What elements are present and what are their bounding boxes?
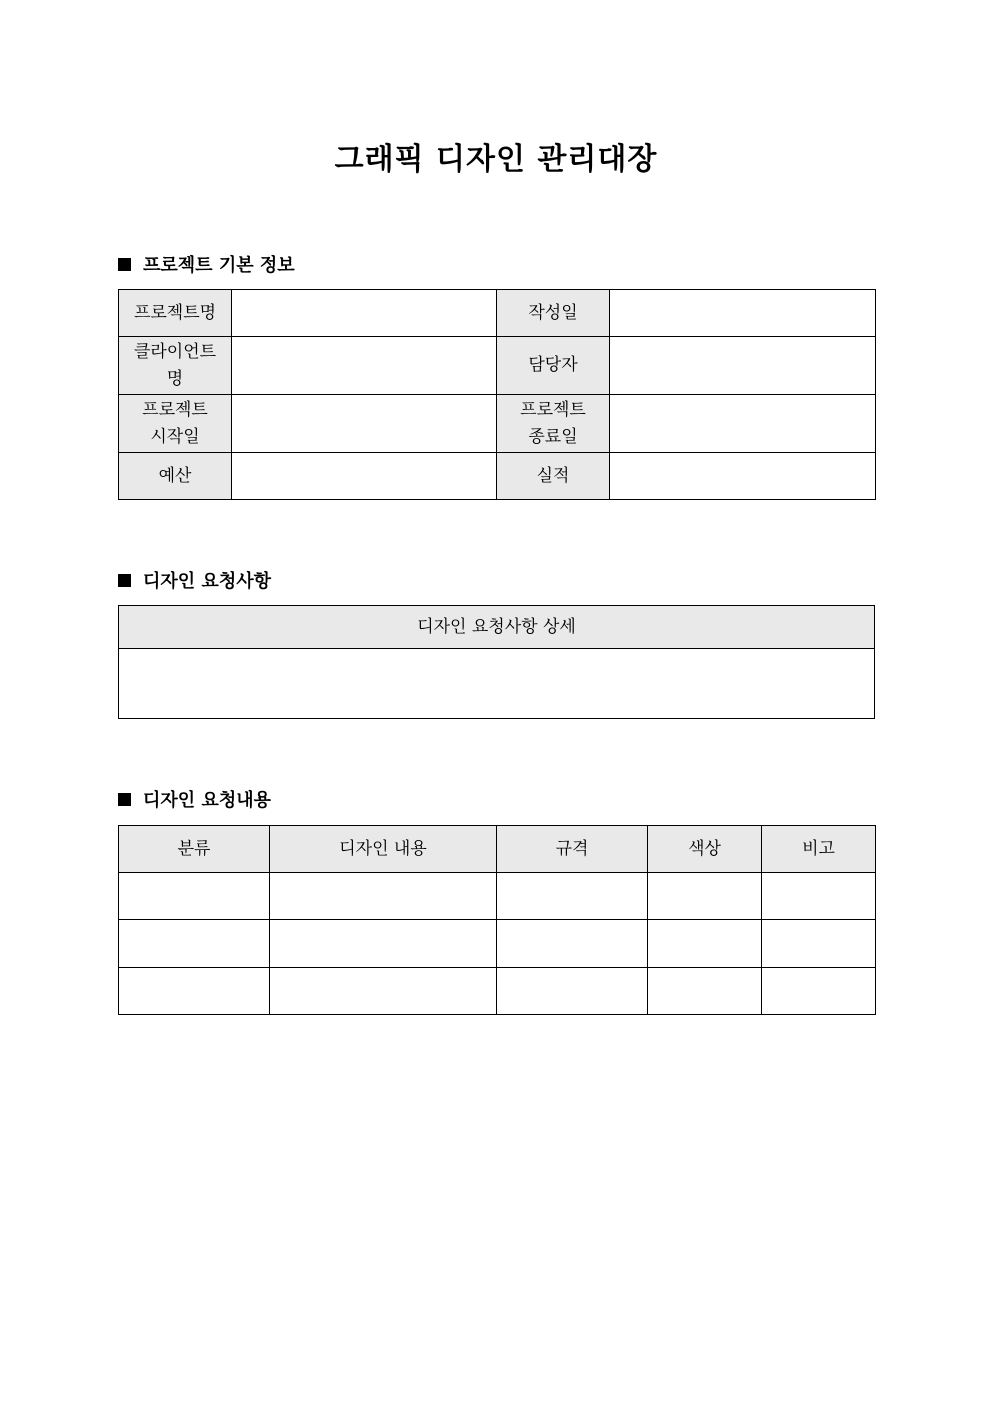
page-title: 그래픽 디자인 관리대장 bbox=[334, 142, 658, 177]
label-project-start-line1: 프로젝트 bbox=[142, 399, 208, 420]
label-client-name bbox=[119, 337, 232, 395]
design-request-table bbox=[118, 605, 875, 719]
section-heading-project-info bbox=[118, 251, 295, 277]
square-bullet-icon bbox=[118, 793, 131, 806]
column-header-spec: 규격 bbox=[497, 826, 648, 873]
column-header-design-content: 디자인 내용 bbox=[270, 826, 497, 873]
cell-spec[interactable] bbox=[497, 920, 648, 968]
cell-spec[interactable] bbox=[497, 968, 648, 1015]
section-heading-label: 프로젝트 기본 정보 bbox=[143, 255, 295, 276]
label-client-name-line1: 클라이언트 bbox=[133, 341, 217, 362]
column-header-note: 비고 bbox=[762, 826, 876, 873]
table-row bbox=[119, 873, 876, 920]
label-manager: 담당자 bbox=[497, 337, 610, 395]
cell-category[interactable] bbox=[119, 920, 270, 968]
cell-category[interactable] bbox=[119, 873, 270, 920]
column-header-category: 분류 bbox=[119, 826, 270, 873]
design-request-detail-value[interactable] bbox=[119, 649, 875, 719]
cell-design-content[interactable] bbox=[270, 920, 497, 968]
value-actual[interactable] bbox=[610, 453, 876, 500]
label-actual: 실적 bbox=[497, 453, 610, 500]
cell-design-content[interactable] bbox=[270, 968, 497, 1015]
value-client-name[interactable] bbox=[232, 337, 497, 395]
label-project-name: 프로젝트명 bbox=[119, 290, 232, 337]
cell-note[interactable] bbox=[762, 920, 876, 968]
column-header-color: 색상 bbox=[648, 826, 762, 873]
section-heading-design-content bbox=[118, 786, 271, 812]
label-project-end-line1: 프로젝트 bbox=[520, 399, 586, 420]
label-project-end bbox=[497, 395, 610, 453]
cell-color[interactable] bbox=[648, 920, 762, 968]
cell-note[interactable] bbox=[762, 968, 876, 1015]
table-row bbox=[119, 968, 876, 1015]
project-info-table bbox=[118, 289, 876, 500]
cell-color[interactable] bbox=[648, 968, 762, 1015]
value-project-end[interactable] bbox=[610, 395, 876, 453]
value-project-start[interactable] bbox=[232, 395, 497, 453]
design-content-table bbox=[118, 825, 876, 1015]
cell-note[interactable] bbox=[762, 873, 876, 920]
square-bullet-icon bbox=[118, 258, 131, 271]
value-manager[interactable] bbox=[610, 337, 876, 395]
value-budget[interactable] bbox=[232, 453, 497, 500]
section-heading-design-request bbox=[118, 567, 271, 593]
cell-spec[interactable] bbox=[497, 873, 648, 920]
cell-category[interactable] bbox=[119, 968, 270, 1015]
label-project-start-line2: 시작일 bbox=[150, 426, 200, 447]
table-row bbox=[119, 920, 876, 968]
section-heading-label: 디자인 요청내용 bbox=[143, 790, 271, 811]
label-project-end-line2: 종료일 bbox=[528, 426, 578, 447]
label-budget: 예산 bbox=[119, 453, 232, 500]
value-created-date[interactable] bbox=[610, 290, 876, 337]
cell-color[interactable] bbox=[648, 873, 762, 920]
square-bullet-icon bbox=[118, 574, 131, 587]
design-request-detail-header: 디자인 요청사항 상세 bbox=[119, 606, 875, 649]
label-client-name-line2: 명 bbox=[166, 368, 184, 389]
value-project-name[interactable] bbox=[232, 290, 497, 337]
cell-design-content[interactable] bbox=[270, 873, 497, 920]
section-heading-label: 디자인 요청사항 bbox=[143, 571, 271, 592]
label-project-start bbox=[119, 395, 232, 453]
label-created-date: 작성일 bbox=[497, 290, 610, 337]
